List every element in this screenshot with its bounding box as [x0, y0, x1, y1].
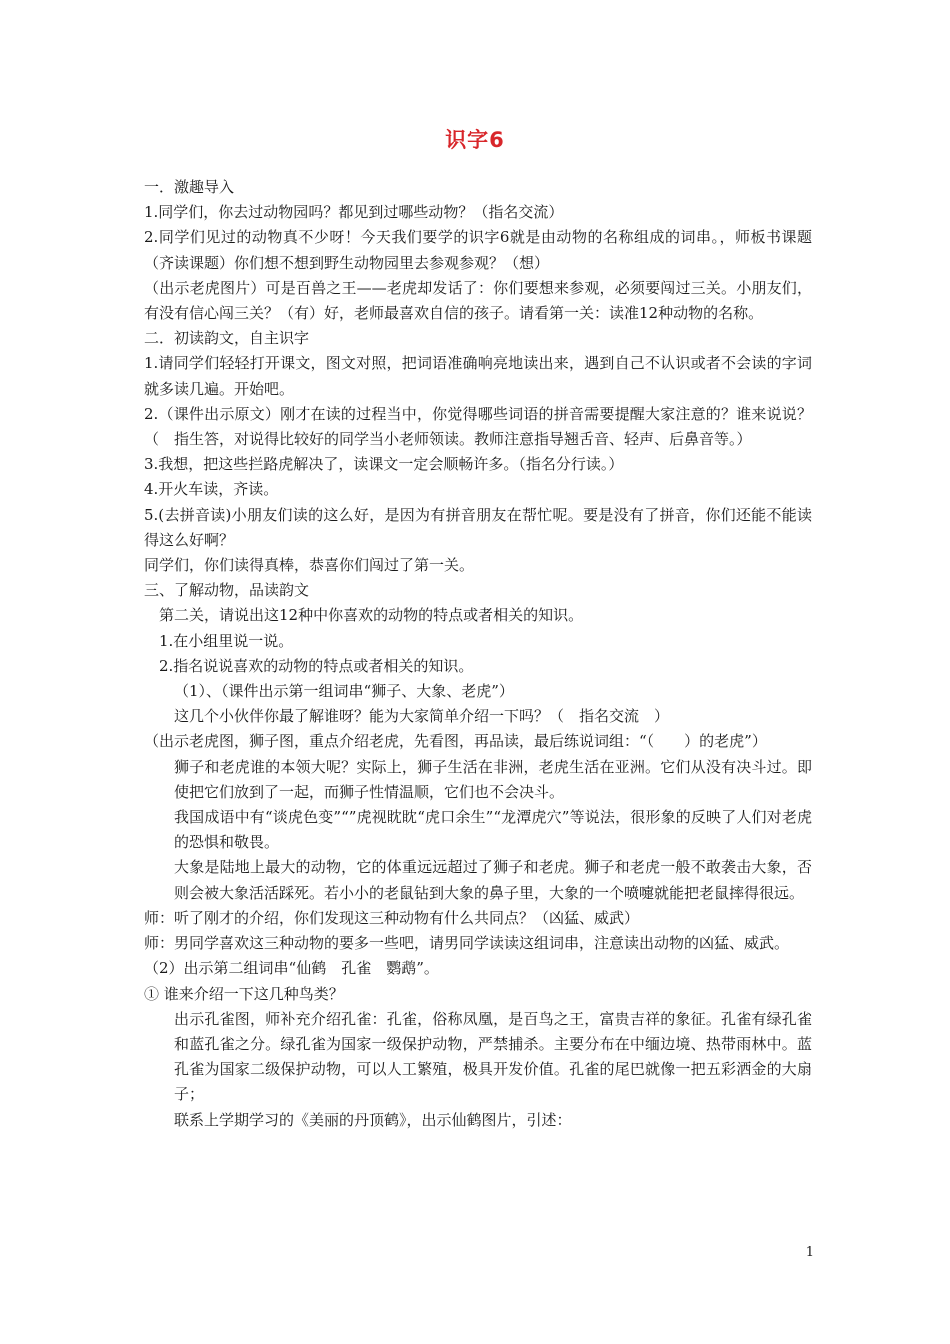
paragraph: 1.请同学们轻轻打开课文，图文对照，把词语准确响亮地读出来，遇到自己不认识或者不会读的字词就多读几遍。开始吧。 — [144, 354, 812, 398]
paragraph: 5.(去拼音读)小朋友们读的这么好，是因为有拼音朋友在帮忙呢。要是没有了拼音，你们还能不能读得这么好啊？ — [144, 505, 812, 549]
paragraph: 联系上学期学习的《美丽的丹顶鹤》，出示仙鹤图片，引述： — [174, 1110, 572, 1129]
paragraph: 大象是陆地上最大的动物，它的体重远远超过了狮子和老虎。狮子和老虎一般不敢袭击大象，否则会被大象活活踩死。若小小的老鼠钻到大象的鼻子里，大象的一个喷嚏就能把老鼠摔得很远。 — [174, 858, 812, 902]
paragraph: 师：男同学喜欢这三种动物的要多一些吧，请男同学读读这组词串，注意读出动物的凶猛、威武。 — [144, 934, 790, 953]
paragraph: 这几个小伙伴你最了解谁呀？能为大家简单介绍一下吗？（ 指名交流 ） — [174, 707, 670, 726]
paragraph: 三、了解动物，品读韵文 — [144, 581, 310, 600]
paragraph: （出示老虎图片）可是百兽之王——老虎却发话了：你们要想来参观，必须要闯过三关。小朋友们，有没有信心闯三关？（有）好，老师最喜欢自信的孩子。请看第一关：读准12种动物的名称。 — [144, 278, 812, 323]
paragraph: 同学们，你们读得真棒，恭喜你们闯过了第一关。 — [144, 556, 475, 575]
paragraph: 2.（课件出示原文）刚才在读的过程当中，你觉得哪些词语的拼音需要提醒大家注意的？谁来说说？（ 指生答，对说得比较好的同学当小老师领读。教师注意指导翘舌音、轻声、后鼻音等。） — [144, 404, 812, 449]
paragraph: 4.开火车读，齐读。 — [144, 480, 279, 499]
paragraph: 3.我想，把这些拦路虎解决了，读课文一定会顺畅许多。（指名分行读。） — [144, 455, 624, 474]
page-title: 识字6 — [445, 128, 505, 152]
paragraph: ① 谁来介绍一下这几种鸟类？ — [144, 984, 344, 1003]
paragraph: 师：听了刚才的介绍，你们发现这三种动物有什么共同点？（凶猛、威武） — [144, 908, 640, 927]
page-number: 1 — [805, 1245, 814, 1260]
paragraph: 2.同学们见过的动物真不少呀！今天我们要学的识字6就是由动物的名称组成的词串。，师板书课题（齐读课题）你们想不想到野生动物园里去参观参观？（想） — [144, 228, 812, 272]
paragraph: 狮子和老虎谁的本领大呢？实际上，狮子生活在非洲，老虎生活在亚洲。它们从没有决斗过。即使把它们放到了一起，而狮子性情温顺，它们也不会决斗。 — [174, 757, 812, 801]
paragraph: （1）、（课件出示第一组词串“狮子、大象、老虎”） — [174, 682, 514, 701]
paragraph: 2.指名说说喜欢的动物的特点或者相关的知识。 — [159, 656, 474, 675]
paragraph: 第二关，请说出这12种中你喜欢的动物的特点或者相关的知识。 — [159, 606, 584, 625]
document-body — [144, 175, 812, 1133]
paragraph: 1.在小组里说一说。 — [159, 631, 294, 650]
paragraph: （2）出示第二组词串“仙鹤 孔雀 鹦鹉”。 — [144, 959, 439, 978]
paragraph: 一．激趣导入 — [144, 178, 235, 196]
paragraph: 我国成语中有“谈虎色变”“”虎视眈眈“虎口余生”“龙潭虎穴”等说法，很形象的反映了人们对老虎的恐惧和敬畏。 — [174, 808, 812, 852]
paragraph: 二．初读韵文，自主识字 — [144, 329, 310, 348]
paragraph: 出示孔雀图，师补充介绍孔雀：孔雀，俗称凤凰，是百鸟之王，富贵吉祥的象征。孔雀有绿孔雀和蓝孔雀之分。绿孔雀为国家一级保护动物，严禁捕杀。主要分布在中缅边境、热带雨林中。蓝孔雀为国家二级保护动物，可以人工繁殖，极具开发价值。孔雀的尾巴就像一把五彩洒金的大扇子； — [174, 1009, 812, 1104]
paragraph: 1.同学们，你去过动物园吗？都见到过哪些动物？（指名交流） — [144, 203, 564, 222]
paragraph: （出示老虎图，狮子图，重点介绍老虎，先看图，再品读，最后练说词组：“（ ）的老虎”） — [144, 732, 767, 751]
